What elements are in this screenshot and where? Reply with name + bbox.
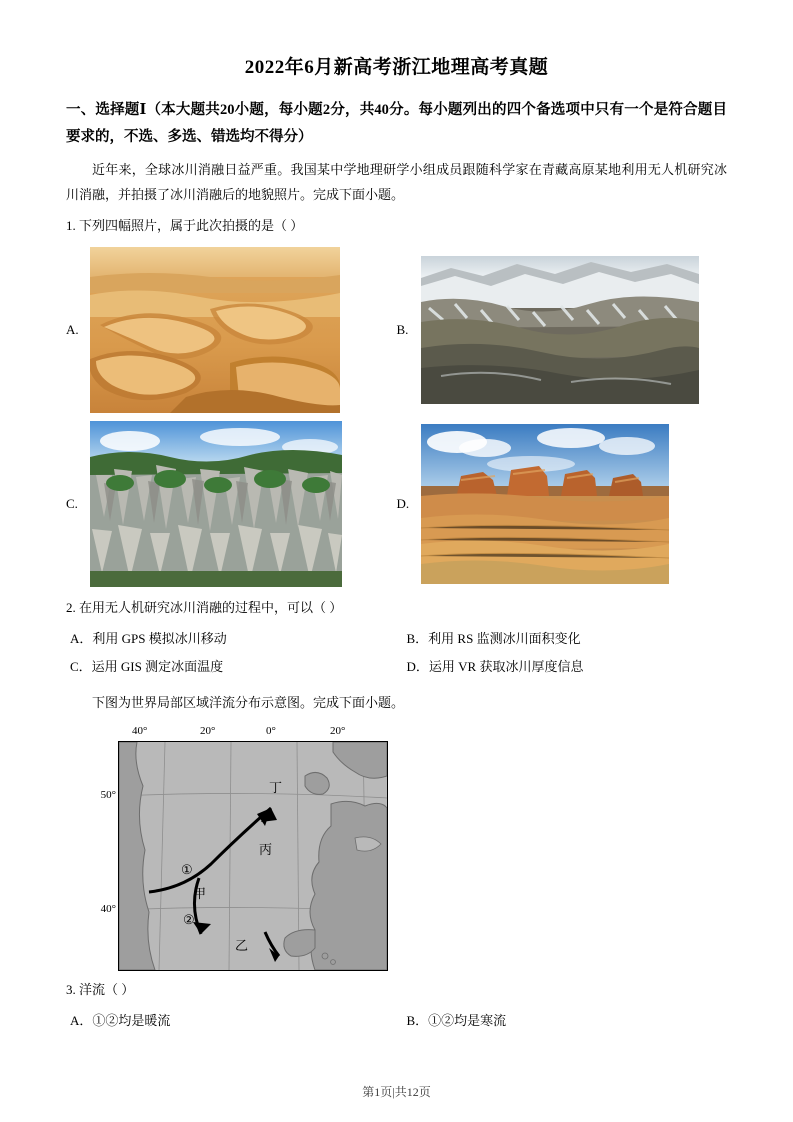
map-lon-label-2: 20° <box>200 725 216 738</box>
map-annotation-1: ① <box>181 862 193 878</box>
desert-dunes-photo <box>90 247 340 413</box>
photo-cell-c <box>66 421 397 587</box>
map-longitude-labels <box>90 725 410 741</box>
red-mesa-photo <box>421 424 669 584</box>
photo-label-c: C. <box>66 496 78 512</box>
question-2-options-row2 <box>66 653 727 680</box>
question-1-stem: 1. 下列四幅照片，属于此次拍摄的是（ ） <box>66 218 304 234</box>
map-lat-label-50: 50° <box>100 789 116 802</box>
question-1-photo-grid <box>66 247 727 587</box>
photo-cell-d <box>397 424 728 584</box>
stone-forest-photo <box>90 421 342 587</box>
question-3-option-b: B．①②均是寒流 <box>406 1013 507 1029</box>
map-lat-label-40: 40° <box>100 903 116 916</box>
map-lon-label-1: 40° <box>132 725 148 738</box>
snow-mountain-valley-photo <box>421 256 699 404</box>
page-footer: 第1页|共12页 <box>362 1085 431 1099</box>
section-heading: 一、选择题Ⅰ（本大题共20小题，每小题2分，共40分。每小题列出的四个备选项中只有一个是符合题目要求的，不选、多选、错选均不得分） <box>66 102 727 145</box>
question-2-options <box>66 625 727 652</box>
intro-paragraph-2: 下图为世界局部区域洋流分布示意图。完成下面小题。 <box>92 694 405 710</box>
photo-cell-b <box>397 256 728 404</box>
map-annotation-bing: 丙 <box>259 842 273 858</box>
map-canvas <box>118 741 388 971</box>
question-3-stem: 3. 洋流（ ） <box>66 982 135 998</box>
photo-row-ab <box>66 247 727 413</box>
map-annotation-jia: 甲 <box>193 886 207 902</box>
question-2-option-b: B．利用 RS 监测冰川面积变化 <box>406 631 581 647</box>
photo-row-cd <box>66 421 727 587</box>
page-title: 2022年6月新高考浙江地理高考真题 <box>244 57 549 78</box>
question-2-option-c: C．运用 GIS 测定冰面温度 <box>70 658 224 674</box>
map-annotation-2: ② <box>183 912 195 928</box>
photo-label-a: A. <box>66 322 79 338</box>
question-2-option-a: A．利用 GPS 模拟冰川移动 <box>70 631 227 647</box>
map-annotation-yi: 乙 <box>235 938 249 954</box>
ocean-current-map-figure <box>90 725 410 971</box>
question-3-option-a: A．①②均是暖流 <box>70 1013 171 1029</box>
question-3-options <box>66 1007 727 1034</box>
map-lon-label-3: 0° <box>266 725 276 738</box>
map-body <box>90 741 410 971</box>
map-annotation-ding: 丁 <box>269 780 283 796</box>
photo-label-b: B. <box>396 322 409 338</box>
map-svg <box>119 742 387 970</box>
photo-label-d: D. <box>396 496 410 512</box>
question-2-stem: 2. 在用无人机研究冰川消融的过程中，可以（ ） <box>66 600 343 616</box>
intro-paragraph-1: 近年来，全球冰川消融日益严重。我国某中学地理研学小组成员跟随科学家在青藏高原某地利用无人机研究冰川消融，并拍摄了冰川消融后的地貌照片。完成下面小题。 <box>66 161 727 202</box>
map-lon-label-4: 20° <box>330 725 346 738</box>
question-2-option-d: D．运用 VR 获取冰川厚度信息 <box>406 658 584 674</box>
map-latitude-labels <box>90 741 118 971</box>
photo-cell-a <box>66 247 397 413</box>
